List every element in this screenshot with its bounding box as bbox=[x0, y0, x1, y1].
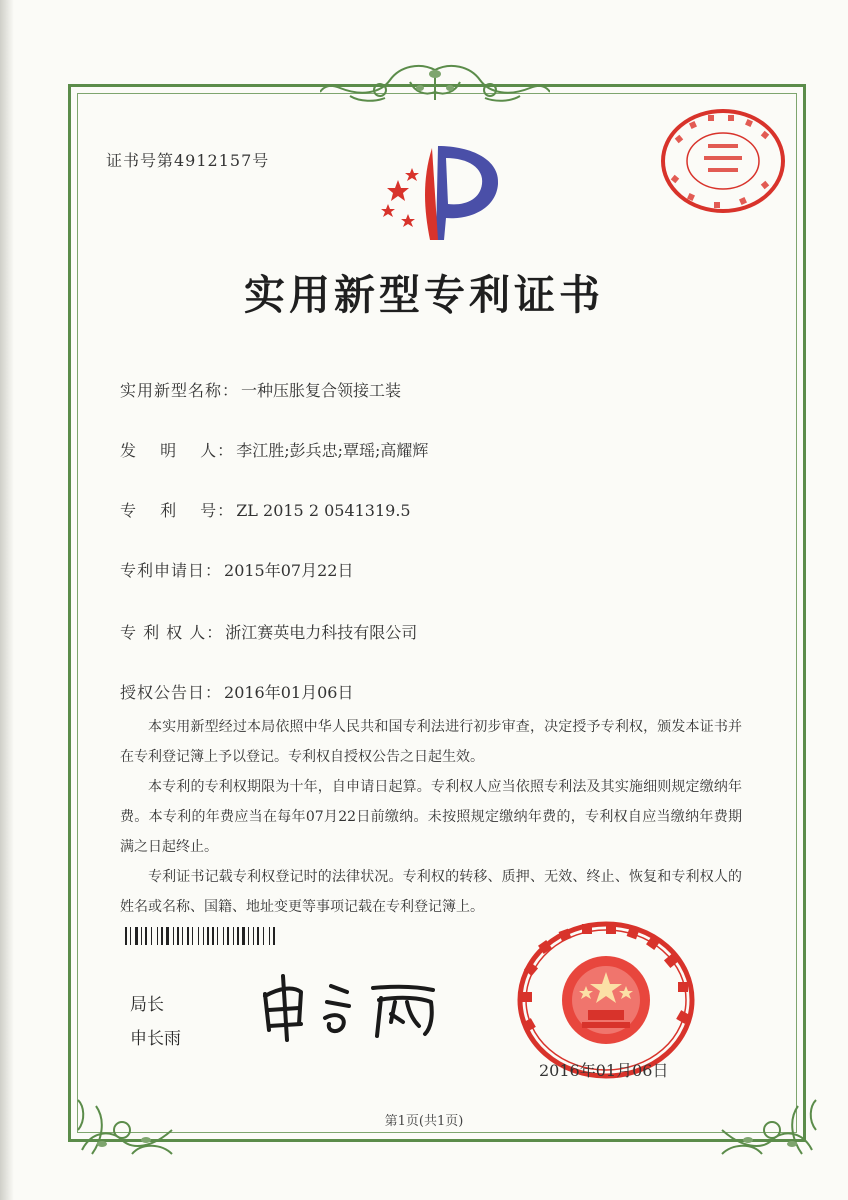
paragraph-grant: 本实用新型经过本局依照中华人民共和国专利法进行初步审查，决定授予专利权，颁发本证书并在专利登记簿上予以登记。专利权自授权公告之日起生效。 bbox=[120, 719, 742, 765]
signatory-title: 局长 bbox=[130, 995, 164, 1015]
signatory-name: 申长雨 bbox=[130, 1029, 181, 1049]
page-number: 第1页(共1页) bbox=[384, 1114, 464, 1129]
paragraph-legal-status: 专利证书记载专利权登记时的法律状况。专利权的转移、质押、无效、终止、恢复和专利权人的姓名或名称、国籍、地址变更等事项记载在专利登记簿上。 bbox=[120, 869, 742, 915]
national-ip-administration-seal-icon bbox=[516, 920, 696, 1080]
field-value: ZL 2015 2 0541319.5 bbox=[236, 501, 411, 520]
field-label: 发 明 人： bbox=[120, 441, 235, 460]
field-label: 专 利 权 人： bbox=[120, 623, 224, 642]
examination-center-seal-icon bbox=[658, 106, 788, 216]
field-utility-model-name bbox=[120, 378, 401, 401]
field-label: 实用新型名称： bbox=[120, 381, 240, 400]
barcode-icon bbox=[125, 927, 345, 945]
paragraph-term: 本专利的专利权期限为十年，自申请日起算。专利权人应当依照专利法及其实施细则规定缴纳年费。本专利的年费应当在每年07月22日前缴纳。未按照规定缴纳年费的，专利权自应当缴纳年费期满之日起终止。 bbox=[120, 779, 742, 855]
field-value: 一种压胀复合领接工装 bbox=[241, 381, 402, 400]
field-grant-date bbox=[120, 680, 353, 703]
field-value: 李江胜;彭兵忠;覃瑶;高耀辉 bbox=[236, 441, 429, 460]
field-value: 2016年01月06日 bbox=[224, 683, 354, 702]
top-ornament-icon bbox=[320, 62, 550, 106]
certificate-title: 实用新型专利证书 bbox=[244, 271, 604, 319]
certificate-body-text bbox=[120, 712, 742, 922]
certificate-number: 证书号第4912157号 bbox=[106, 151, 270, 170]
field-label: 专利申请日： bbox=[120, 561, 223, 580]
field-value: 浙江赛英电力科技有限公司 bbox=[225, 623, 418, 642]
field-value: 2015年07月22日 bbox=[224, 561, 354, 580]
handwritten-signature-icon bbox=[255, 972, 445, 1042]
field-patent-number bbox=[120, 498, 411, 521]
field-inventors bbox=[120, 438, 428, 461]
field-filing-date bbox=[120, 558, 353, 581]
field-label: 授权公告日： bbox=[120, 683, 223, 702]
seal-date: 2016年01月06日 bbox=[539, 1061, 669, 1080]
field-patentee bbox=[120, 620, 417, 643]
scan-edge-shadow bbox=[0, 0, 14, 1200]
patent-office-emblem-icon bbox=[372, 140, 512, 250]
field-label: 专 利 号： bbox=[120, 501, 235, 520]
